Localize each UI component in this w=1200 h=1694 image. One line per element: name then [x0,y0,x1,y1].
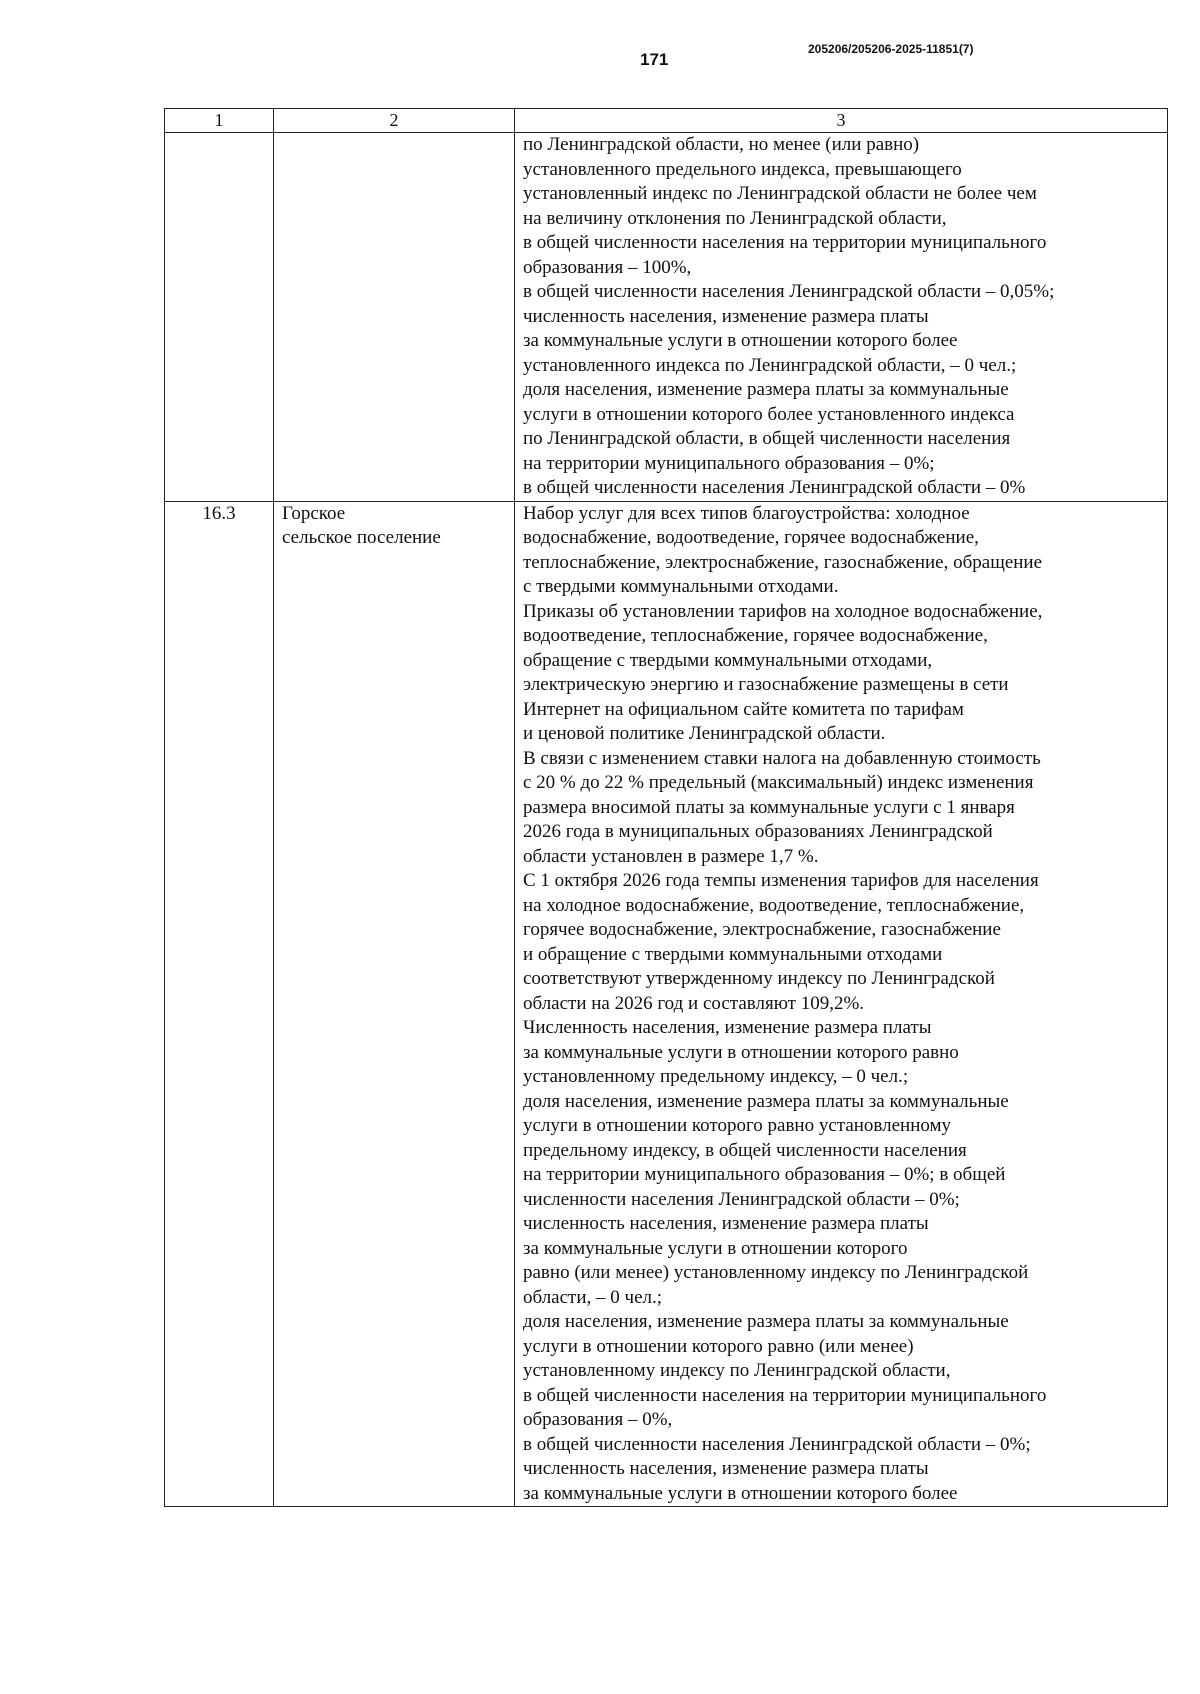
text-line: численность населения, изменение размера платы [523,1213,929,1234]
row-number-cell [165,133,274,502]
row-description-cell [515,501,1168,1507]
text-line: на величину отклонения по Ленинградской области, [523,207,947,229]
text-line: водоснабжение, водоотведение, горячее водоснабжение, [523,527,979,548]
text-line: Интернет на официальном сайте комитета по тарифам [523,698,964,720]
text-line: в общей численности населения Ленинградской области – 0%; [523,1433,1031,1455]
page-number: 171 [640,50,669,69]
text-line: услуги в отношении которого равно (или менее) [523,1335,914,1357]
text-line: Приказы об установлении тарифов на холодное водоснабжение, [523,600,1043,622]
text-line: на холодное водоснабжение, водоотведение, теплоснабжение, [523,894,1025,916]
text-line: численность населения, изменение размера платы [523,1458,929,1479]
text-line: соответствуют утвержденному индексу по Ленинградской [523,968,995,989]
text-line: и ценовой политике Ленинградской области. [523,723,886,744]
column-header-3: 3 [515,109,1168,133]
text-line: С 1 октября 2026 года темпы изменения тарифов для населения [523,870,1039,891]
text-line: в общей численности населения Ленинградской области – 0% [523,477,1026,498]
column-header-2: 2 [274,109,515,133]
row-description-cell [515,133,1168,502]
text-line: доля населения, изменение размера платы за коммунальные [523,1090,1009,1112]
column-header-1: 1 [165,109,274,133]
text-line: услуги в отношении которого равно установленному [523,1115,952,1136]
text-line: за коммунальные услуги в отношении которого [523,1237,908,1259]
text-line: установленного индекса по Ленинградской области, – 0 чел.; [523,354,1017,376]
table-row-continuation [165,133,1168,502]
text-line: доля населения, изменение размера платы за коммунальные [523,379,1009,400]
text-line: в общей численности населения Ленинградской области – 0,05%; [523,281,1055,302]
text-line: установленный индекс по Ленинградской области не более чем [523,183,1037,204]
table-header-row [165,109,1168,133]
text-line: обращение с твердыми коммунальными отходами, [523,649,933,671]
text-line: Численность населения, изменение размера платы [523,1017,932,1038]
text-line: установленному предельному индексу, – 0 чел.; [523,1066,909,1087]
text-line: в общей численности населения на территории муниципального [523,232,1047,253]
text-line: В связи с изменением ставки налога на добавленную стоимость [523,747,1041,769]
table-row-16-3 [165,501,1168,1507]
text-line: доля населения, изменение размера платы за коммунальные [523,1311,1009,1332]
text-line: области, – 0 чел.; [523,1286,663,1308]
row-name-cell [274,501,515,1507]
text-line: с твердыми коммунальными отходами. [523,576,839,597]
text-line: установленному индексу по Ленинградской области, [523,1360,951,1381]
text-line: по Ленинградской области, но менее (или равно) [523,134,920,155]
text-line: равно (или менее) установленному индексу по Ленинградской [523,1262,1029,1283]
text-line: установленного предельного индекса, превышающего [523,158,962,180]
text-line: в общей численности населения на территории муниципального [523,1384,1047,1406]
text-line: на территории муниципального образования – 0%; в общей [523,1164,1006,1185]
text-line: образования – 100%, [523,256,692,278]
text-line: предельному индексу, в общей численности населения [523,1139,967,1161]
text-line: образования – 0%, [523,1409,673,1430]
text-line: за коммунальные услуги в отношении которого более [523,330,958,351]
text-line: и обращение с твердыми коммунальными отходами [523,943,943,965]
row-number-cell: 16.3 [165,501,274,1507]
text-line: Набор услуг для всех типов благоустройства: холодное [523,502,970,524]
text-line: по Ленинградской области, в общей численности населения [523,428,1011,449]
document-id: 205206/205206-2025-11851(7) [808,42,974,56]
text-line: за коммунальные услуги в отношении которого равно [523,1041,959,1063]
settlement-name-line: Горское [282,502,346,524]
text-line: услуги в отношении которого более установленного индекса [523,403,1015,425]
text-line: 2026 года в муниципальных образованиях Ленинградской [523,821,993,842]
text-line: области на 2026 год и составляют 109,2%. [523,992,865,1014]
text-line: области установлен в размере 1,7 %. [523,845,819,867]
text-line: электрическую энергию и газоснабжение размещены в сети [523,674,1009,695]
text-line: горячее водоснабжение, электроснабжение, газоснабжение [523,919,1001,940]
text-line: на территории муниципального образования – 0%; [523,452,935,474]
text-line: за коммунальные услуги в отношении которого более [523,1482,958,1504]
text-line: с 20 % до 22 % предельный (максимальный) индекс изменения [523,772,1034,793]
settlement-name-line: сельское поселение [282,527,441,548]
tariff-table [164,108,1168,1507]
text-line: водоотведение, теплоснабжение, горячее водоснабжение, [523,625,988,646]
text-line: численность населения, изменение размера платы [523,305,929,327]
text-line: теплоснабжение, электроснабжение, газоснабжение, обращение [523,551,1043,573]
text-line: размера вносимой платы за коммунальные услуги с 1 января [523,796,1015,818]
row-name-cell [274,133,515,502]
text-line: численности населения Ленинградской области – 0%; [523,1188,960,1210]
